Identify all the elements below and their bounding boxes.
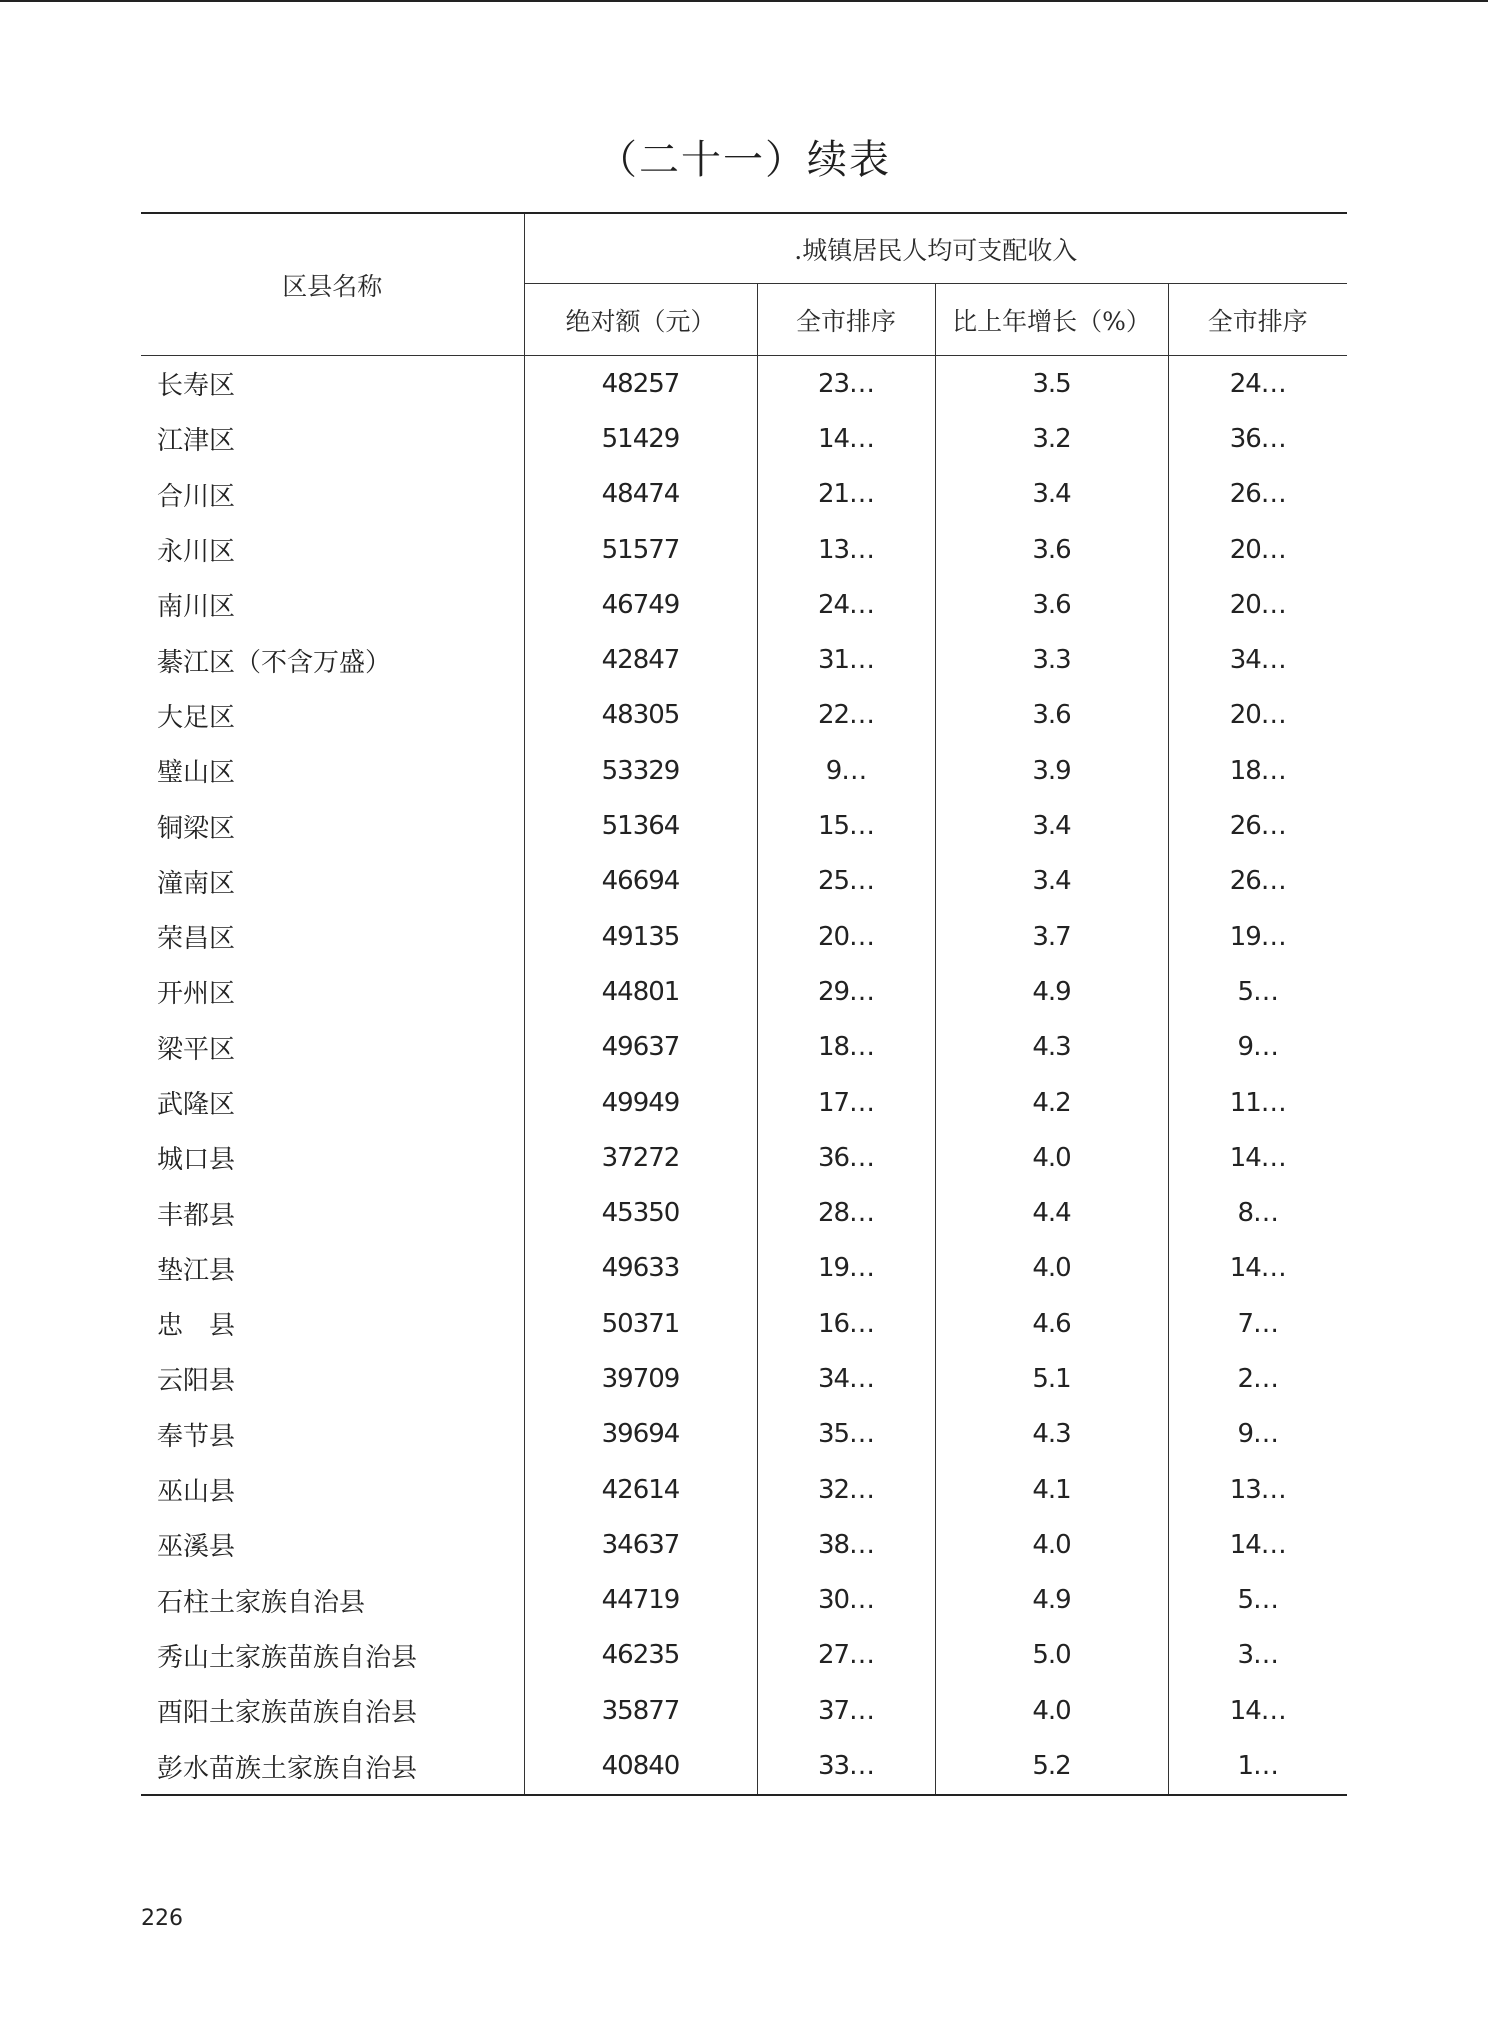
district-name-cell: 璧山区	[141, 743, 524, 798]
amount-rank-cell: 34…	[757, 1351, 935, 1406]
table-row	[141, 1296, 1347, 1351]
absolute-amount-cell: 51429	[524, 411, 757, 466]
growth-rank-cell: 13…	[1229, 1474, 1286, 1505]
district-name-header: 区县名称	[141, 213, 524, 356]
absolute-amount-cell: 51577	[524, 522, 757, 577]
table-row	[141, 411, 1347, 466]
growth-rate-cell: 3.6	[935, 522, 1168, 577]
table-row	[141, 632, 1347, 687]
amount-rank-cell: 38…	[757, 1517, 935, 1572]
growth-rank-cell: 9…	[1237, 1032, 1279, 1063]
growth-rank-cell: 2…	[1237, 1363, 1279, 1394]
growth-rate-cell: 3.3	[935, 632, 1168, 687]
growth-rate-cell: 4.3	[935, 1020, 1168, 1075]
growth-rate-cell: 5.0	[935, 1628, 1168, 1683]
absolute-amount-cell: 40840	[524, 1738, 757, 1794]
amount-rank-cell: 32…	[757, 1462, 935, 1517]
absolute-amount-cell: 49633	[524, 1241, 757, 1296]
amount-rank-cell: 16…	[757, 1296, 935, 1351]
table-row	[141, 1683, 1347, 1738]
amount-rank-cell: 27…	[757, 1628, 935, 1683]
growth-rate-cell: 4.0	[935, 1241, 1168, 1296]
table-row	[141, 1185, 1347, 1240]
absolute-amount-cell: 53329	[524, 743, 757, 798]
table-row	[141, 1517, 1347, 1572]
district-name-cell: 江津区	[141, 411, 524, 466]
district-name-cell: 云阳县	[141, 1351, 524, 1406]
growth-rank-cell: 11…	[1229, 1087, 1286, 1118]
growth-rank-header: 全市排序	[1168, 284, 1347, 356]
amount-rank-cell: 36…	[757, 1130, 935, 1185]
district-name-cell: 石柱土家族自治县	[141, 1573, 524, 1628]
growth-rate-cell: 3.5	[935, 356, 1168, 412]
district-name-cell: 潼南区	[141, 854, 524, 909]
table-row	[141, 577, 1347, 632]
district-name-cell: 铜梁区	[141, 798, 524, 853]
growth-rate-cell: 3.6	[935, 688, 1168, 743]
growth-rate-cell: 4.1	[935, 1462, 1168, 1517]
absolute-amount-cell: 51364	[524, 798, 757, 853]
table-row	[141, 1462, 1347, 1517]
growth-rank-cell: 14…	[1229, 1695, 1286, 1726]
growth-rank-cell: 20…	[1229, 534, 1286, 565]
table-row	[141, 798, 1347, 853]
district-name-cell: 巫山县	[141, 1462, 524, 1517]
absolute-amount-cell: 42614	[524, 1462, 757, 1517]
absolute-amount-cell: 48305	[524, 688, 757, 743]
absolute-amount-cell: 49949	[524, 1075, 757, 1130]
growth-rate-cell: 4.3	[935, 1407, 1168, 1462]
growth-rate-cell: 4.6	[935, 1296, 1168, 1351]
amount-rank-header: 全市排序	[757, 284, 935, 356]
table-row	[141, 1628, 1347, 1683]
amount-rank-cell: 22…	[757, 688, 935, 743]
absolute-amount-cell: 46235	[524, 1628, 757, 1683]
urban-income-group-header: .城镇居民人均可支配收入	[524, 213, 1347, 284]
growth-rate-cell: 3.4	[935, 854, 1168, 909]
absolute-amount-cell: 39694	[524, 1407, 757, 1462]
district-name-cell: 合川区	[141, 467, 524, 522]
growth-rate-cell: 3.6	[935, 577, 1168, 632]
table-row	[141, 1075, 1347, 1130]
amount-rank-cell: 21…	[757, 467, 935, 522]
table-row	[141, 909, 1347, 964]
table-row	[141, 1130, 1347, 1185]
growth-rank-cell: 14…	[1229, 1253, 1286, 1284]
absolute-amount-cell: 34637	[524, 1517, 757, 1572]
absolute-amount-cell: 49637	[524, 1020, 757, 1075]
growth-rank-cell: 8…	[1237, 1198, 1279, 1229]
amount-rank-cell: 14…	[757, 411, 935, 466]
growth-rate-cell: 4.2	[935, 1075, 1168, 1130]
growth-rank-cell: 34…	[1229, 645, 1286, 676]
growth-rank-cell: 14…	[1229, 1142, 1286, 1173]
table-row	[141, 1738, 1347, 1794]
absolute-amount-header: 绝对额（元）	[524, 284, 757, 356]
growth-rate-cell: 4.9	[935, 964, 1168, 1019]
growth-rank-cell: 5…	[1237, 1585, 1279, 1616]
growth-rank-cell: 20…	[1229, 589, 1286, 620]
table-row	[141, 743, 1347, 798]
growth-rate-cell: 3.9	[935, 743, 1168, 798]
absolute-amount-cell: 49135	[524, 909, 757, 964]
growth-rank-cell: 7…	[1237, 1308, 1279, 1339]
growth-rank-cell: 14…	[1229, 1529, 1286, 1560]
growth-rank-cell: 5…	[1237, 976, 1279, 1007]
absolute-amount-cell: 45350	[524, 1185, 757, 1240]
district-name-cell: 酉阳土家族苗族自治县	[141, 1683, 524, 1738]
growth-rank-cell: 1…	[1168, 1738, 1347, 1794]
table-row	[141, 1407, 1347, 1462]
growth-rate-cell: 3.4	[935, 798, 1168, 853]
district-name-cell: 垫江县	[141, 1241, 524, 1296]
table-row	[141, 356, 1347, 412]
amount-rank-cell: 23…	[757, 356, 935, 412]
growth-rank-cell: 26…	[1229, 866, 1286, 897]
growth-rate-cell: 5.1	[935, 1351, 1168, 1406]
district-name-cell: 南川区	[141, 577, 524, 632]
growth-rate-header: 比上年增长（%）	[935, 284, 1168, 356]
table-row	[141, 1573, 1347, 1628]
growth-rate-cell: 3.4	[935, 467, 1168, 522]
amount-rank-cell: 30…	[757, 1573, 935, 1628]
district-name-cell: 开州区	[141, 964, 524, 1019]
growth-rank-cell: 19…	[1229, 921, 1286, 952]
table-row	[141, 1351, 1347, 1406]
amount-rank-cell: 15…	[757, 798, 935, 853]
growth-rate-cell: 4.0	[935, 1683, 1168, 1738]
district-name-cell: 荣昌区	[141, 909, 524, 964]
district-name-cell: 巫溪县	[141, 1517, 524, 1572]
absolute-amount-cell: 50371	[524, 1296, 757, 1351]
district-name-cell: 秀山土家族苗族自治县	[141, 1628, 524, 1683]
amount-rank-cell: 35…	[757, 1407, 935, 1462]
amount-rank-cell: 9…	[757, 743, 935, 798]
table-row	[141, 522, 1347, 577]
table-row	[141, 1020, 1347, 1075]
absolute-amount-cell: 39709	[524, 1351, 757, 1406]
growth-rank-cell: 24…	[1229, 368, 1286, 399]
district-name-cell: 丰都县	[141, 1185, 524, 1240]
district-name-cell: 大足区	[141, 688, 524, 743]
amount-rank-cell: 19…	[757, 1241, 935, 1296]
growth-rank-cell: 9…	[1237, 1419, 1279, 1450]
page-number: 226	[141, 1906, 183, 1931]
district-name-cell: 永川区	[141, 522, 524, 577]
amount-rank-cell: 25…	[757, 854, 935, 909]
table-row	[141, 854, 1347, 909]
amount-rank-cell: 33…	[757, 1738, 935, 1794]
district-name-cell: 长寿区	[141, 356, 524, 412]
absolute-amount-cell: 44801	[524, 964, 757, 1019]
growth-rank-cell: 36…	[1229, 423, 1286, 454]
amount-rank-cell: 24…	[757, 577, 935, 632]
growth-rate-cell: 5.2	[935, 1738, 1168, 1794]
table-row	[141, 1241, 1347, 1296]
district-name-cell: 武隆区	[141, 1075, 524, 1130]
absolute-amount-cell: 48257	[524, 356, 757, 412]
absolute-amount-cell: 42847	[524, 632, 757, 687]
absolute-amount-cell: 44719	[524, 1573, 757, 1628]
district-name-cell: 城口县	[141, 1130, 524, 1185]
growth-rate-cell: 4.4	[935, 1185, 1168, 1240]
amount-rank-cell: 13…	[757, 522, 935, 577]
page-title: （二十一）续表	[597, 137, 891, 183]
growth-rate-cell: 3.7	[935, 909, 1168, 964]
growth-rate-cell: 3.2	[935, 411, 1168, 466]
district-name-cell: 梁平区	[141, 1020, 524, 1075]
amount-rank-cell: 31…	[757, 632, 935, 687]
absolute-amount-cell: 35877	[524, 1683, 757, 1738]
absolute-amount-cell: 48474	[524, 467, 757, 522]
income-table	[141, 212, 1347, 1796]
district-name-cell: 彭水苗族土家族自治县	[141, 1738, 524, 1794]
growth-rank-cell: 20…	[1229, 700, 1286, 731]
growth-rate-cell: 4.0	[935, 1517, 1168, 1572]
table-row	[141, 688, 1347, 743]
amount-rank-cell: 37…	[757, 1683, 935, 1738]
absolute-amount-cell: 46749	[524, 577, 757, 632]
amount-rank-cell: 28…	[757, 1185, 935, 1240]
table-row	[141, 467, 1347, 522]
table-row	[141, 964, 1347, 1019]
table-body	[141, 356, 1347, 1795]
amount-rank-cell: 18…	[757, 1020, 935, 1075]
top-border-line	[0, 0, 1488, 2]
district-name-cell: 綦江区（不含万盛）	[141, 632, 524, 687]
district-name-cell: 忠 县	[141, 1296, 524, 1351]
amount-rank-cell: 29…	[757, 964, 935, 1019]
amount-rank-cell: 17…	[757, 1075, 935, 1130]
growth-rate-cell: 4.9	[935, 1573, 1168, 1628]
growth-rate-cell: 4.0	[935, 1130, 1168, 1185]
growth-rank-cell: 26…	[1229, 811, 1286, 842]
absolute-amount-cell: 46694	[524, 854, 757, 909]
district-name-cell: 奉节县	[141, 1407, 524, 1462]
growth-rank-cell: 26…	[1229, 479, 1286, 510]
table-header	[141, 213, 1347, 356]
growth-rank-cell: 3…	[1237, 1640, 1279, 1671]
absolute-amount-cell: 37272	[524, 1130, 757, 1185]
growth-rank-cell: 18…	[1229, 755, 1286, 786]
amount-rank-cell: 20…	[757, 909, 935, 964]
